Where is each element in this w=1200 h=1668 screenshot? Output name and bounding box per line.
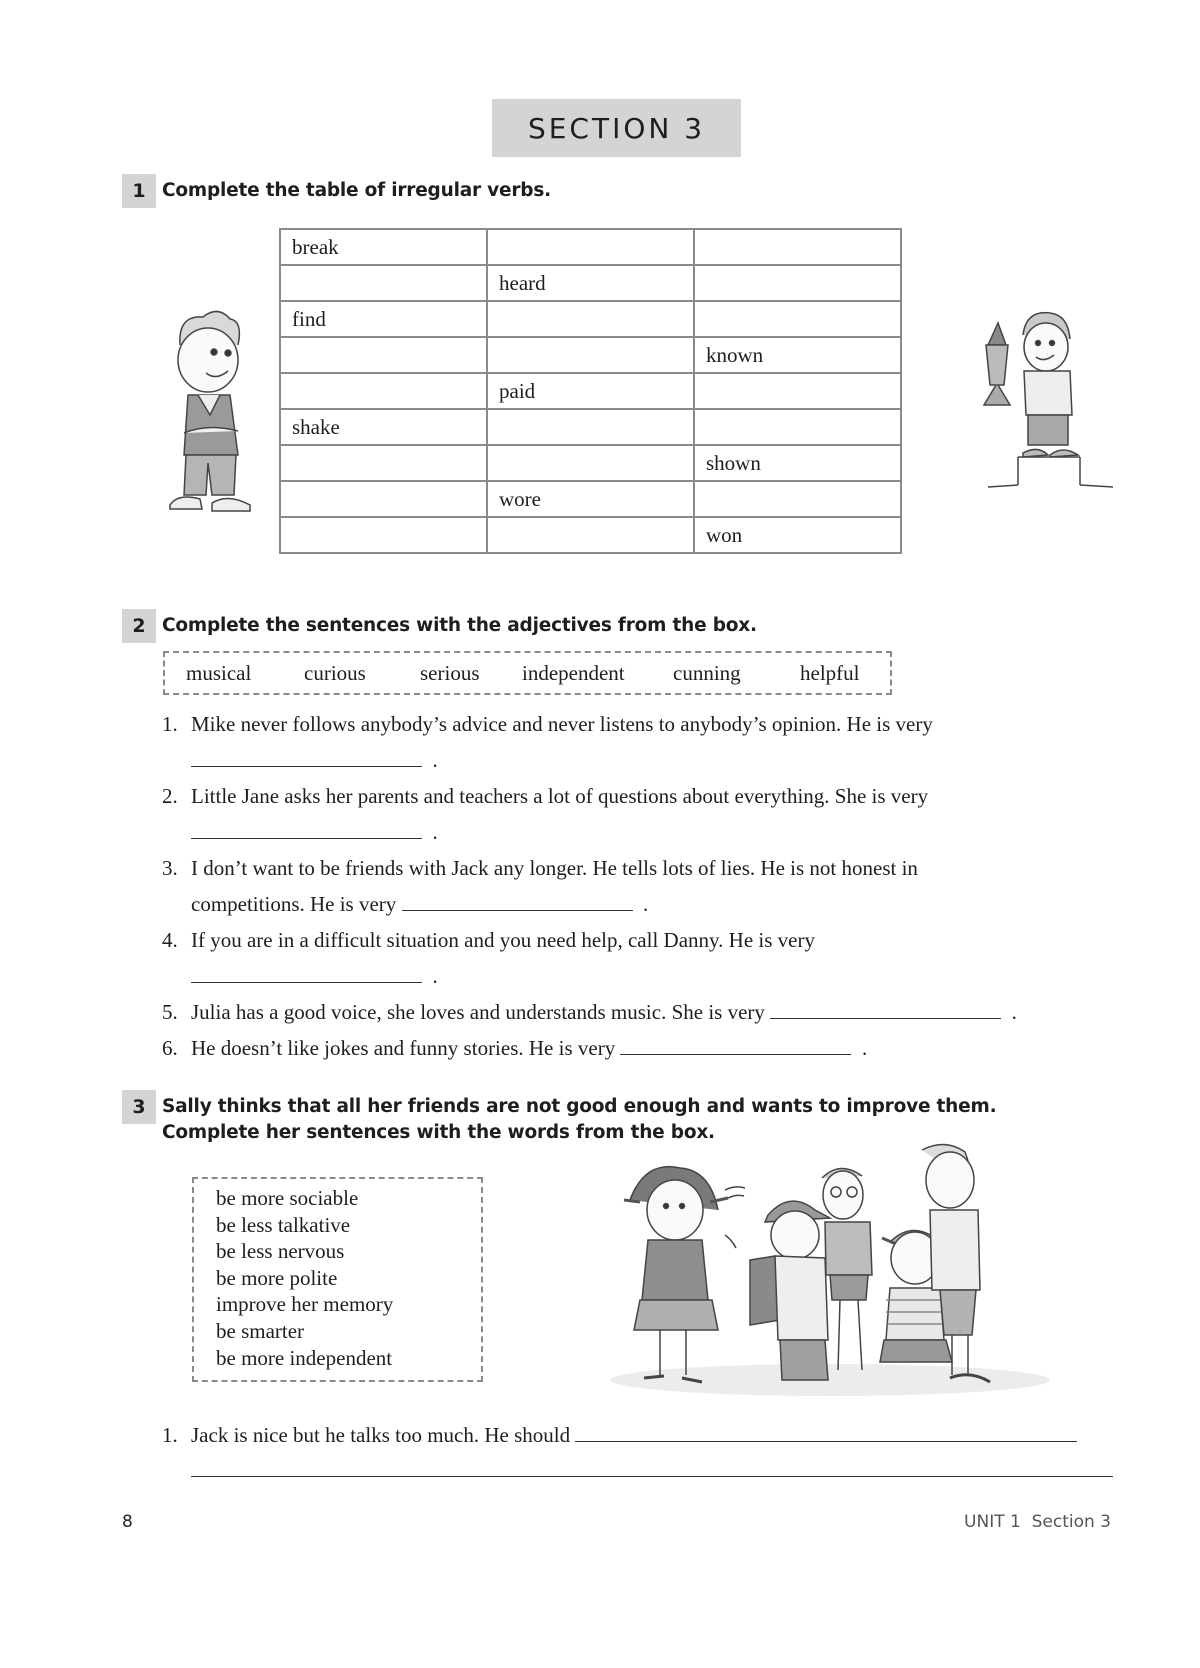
verb-table-row xyxy=(280,409,901,445)
verb-answer-cell[interactable] xyxy=(487,445,694,481)
verb-cell: wore xyxy=(487,481,694,517)
phrase-box-item: improve her memory xyxy=(216,1292,394,1317)
exercise-3-instruction-line-1: Sally thinks that all her friends are not good enough and wants to improve them. xyxy=(162,1096,997,1117)
exercise-3-number: 3 xyxy=(122,1090,156,1124)
page-number: 8 xyxy=(122,1512,133,1532)
verb-table-row xyxy=(280,301,901,337)
verb-answer-cell[interactable] xyxy=(694,301,901,337)
verb-cell: won xyxy=(694,517,901,553)
phrase-box-item: be more polite xyxy=(216,1265,338,1290)
sentence-3: 3. I don’t want to be friends with Jack any longer. He tells lots of lies. He is not honest in xyxy=(162,856,918,880)
answer-blank[interactable] xyxy=(620,1036,851,1055)
verb-cell: paid xyxy=(487,373,694,409)
exercise-1-instruction: Complete the table of irregular verbs. xyxy=(162,180,551,201)
exercise-3-instruction-line-2: Complete her sentences with the words from the box. xyxy=(162,1122,715,1143)
verb-cell: find xyxy=(280,301,487,337)
sentence-1-answer-line: . xyxy=(191,747,438,773)
phrase-box-item: be smarter xyxy=(216,1318,305,1343)
word-box-item: cunning xyxy=(673,661,741,685)
verb-table-row xyxy=(280,373,901,409)
verb-answer-cell[interactable] xyxy=(694,265,901,301)
verb-answer-cell[interactable] xyxy=(280,517,487,553)
phrase-box-item: be less nervous xyxy=(216,1239,345,1264)
verb-answer-cell[interactable] xyxy=(280,265,487,301)
verb-answer-cell[interactable] xyxy=(694,409,901,445)
phrase-box-item: be less talkative xyxy=(216,1212,351,1237)
boy-arms-crossed-illustration xyxy=(158,305,258,520)
verb-answer-cell[interactable] xyxy=(487,517,694,553)
verb-table-row xyxy=(280,229,901,265)
verb-table-row xyxy=(280,265,901,301)
verb-answer-cell[interactable] xyxy=(280,481,487,517)
answer-blank[interactable] xyxy=(191,748,422,767)
answer-continuation-line[interactable] xyxy=(191,1476,1113,1477)
verb-answer-cell[interactable] xyxy=(487,301,694,337)
word-box-item: helpful xyxy=(800,661,860,685)
verb-answer-cell[interactable] xyxy=(694,373,901,409)
sentence-2: 2. Little Jane asks her parents and teachers a lot of questions about everything. She is very xyxy=(162,784,929,808)
sentence-3-continuation: competitions. He is very . xyxy=(191,892,649,916)
verb-answer-cell[interactable] xyxy=(487,409,694,445)
footer-unit-label: UNIT 1 Section 3 xyxy=(964,1512,1111,1532)
irregular-verbs-table xyxy=(279,228,902,554)
verb-answer-cell[interactable] xyxy=(487,337,694,373)
adjective-word-box xyxy=(163,651,892,695)
word-box-item: independent xyxy=(522,661,625,685)
verb-answer-cell[interactable] xyxy=(280,337,487,373)
verb-answer-cell[interactable] xyxy=(280,373,487,409)
answer-blank[interactable] xyxy=(191,820,422,839)
exercise-1-number: 1 xyxy=(122,174,156,208)
verb-cell: shake xyxy=(280,409,487,445)
sentence-4-answer-line: . xyxy=(191,963,438,989)
verb-answer-cell[interactable] xyxy=(694,481,901,517)
word-box-item: serious xyxy=(420,661,480,685)
sentence-5: 5. Julia has a good voice, she loves and understands music. She is very . xyxy=(162,1000,1017,1024)
verb-answer-cell[interactable] xyxy=(487,229,694,265)
verb-table-row xyxy=(280,445,901,481)
verb-cell: shown xyxy=(694,445,901,481)
exercise-2-number: 2 xyxy=(122,609,156,643)
exercise-2-instruction: Complete the sentences with the adjectives from the box. xyxy=(162,615,757,636)
verb-cell: heard xyxy=(487,265,694,301)
verb-table-row xyxy=(280,337,901,373)
verb-table-row xyxy=(280,517,901,553)
word-box-item: curious xyxy=(304,661,366,685)
verb-answer-cell[interactable] xyxy=(280,445,487,481)
answer-blank[interactable] xyxy=(575,1423,1077,1442)
word-box-item: musical xyxy=(186,661,252,685)
sentence-6: 6. He doesn’t like jokes and funny stories. He is very . xyxy=(162,1036,868,1060)
verb-cell: known xyxy=(694,337,901,373)
sentence-4: 4. If you are in a difficult situation and you need help, call Danny. He is very xyxy=(162,928,815,952)
sentence-1: 1. Mike never follows anybody’s advice and never listens to anybody’s opinion. He is very xyxy=(162,712,933,736)
answer-blank[interactable] xyxy=(770,1000,1001,1019)
answer-blank[interactable] xyxy=(402,892,633,911)
verb-answer-cell[interactable] xyxy=(694,229,901,265)
sally-and-friends-illustration xyxy=(600,1140,1060,1405)
phrase-box-item: be more independent xyxy=(216,1345,393,1370)
verb-table-row xyxy=(280,481,901,517)
sentence-2-answer-line: . xyxy=(191,819,438,845)
exercise-3-sentence-1: 1. Jack is nice but he talks too much. He should xyxy=(162,1422,1077,1448)
phrase-box-item: be more sociable xyxy=(216,1186,359,1210)
answer-blank[interactable] xyxy=(191,964,422,983)
phrase-word-box xyxy=(192,1177,483,1382)
section-title: SECTION 3 xyxy=(492,99,741,157)
boy-with-trophy-illustration xyxy=(968,305,1113,505)
verb-cell: break xyxy=(280,229,487,265)
